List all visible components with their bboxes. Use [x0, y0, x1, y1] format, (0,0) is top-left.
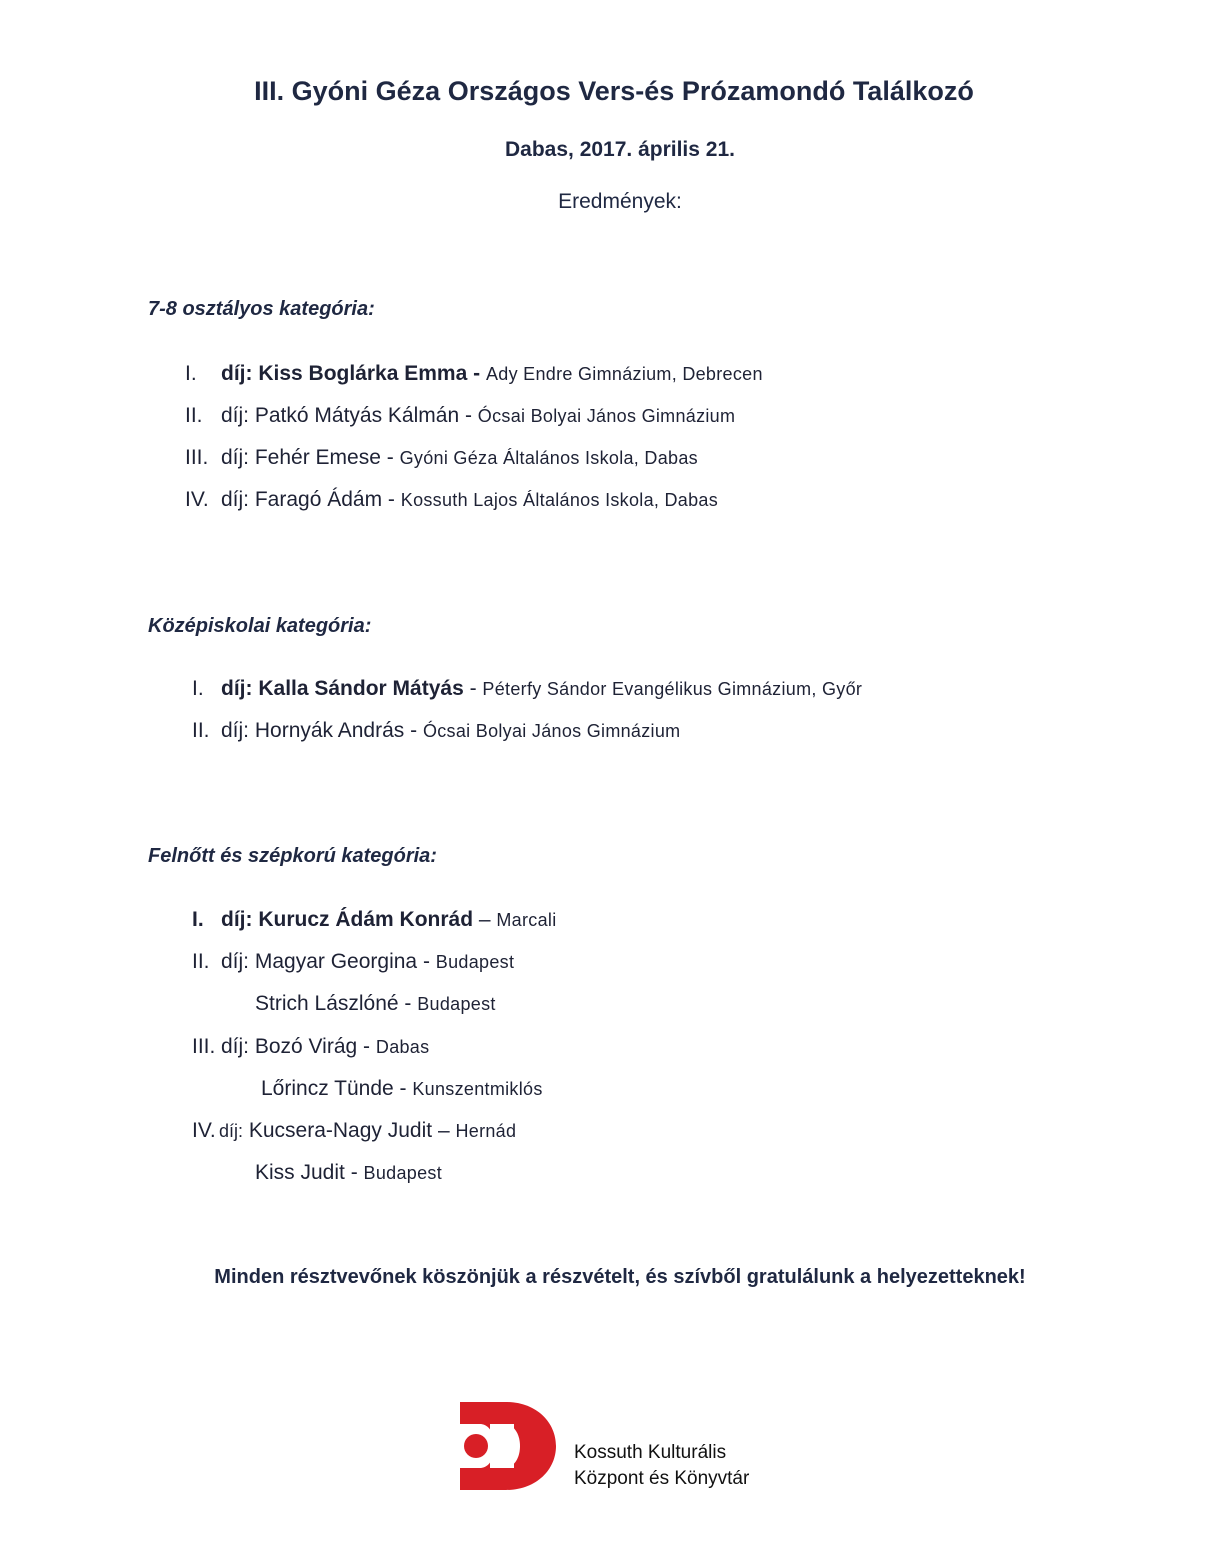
rank-label: I.: [192, 908, 204, 931]
prize-label: díj:: [221, 362, 253, 385]
separator: -: [344, 1161, 364, 1184]
participant-name: Magyar Georgina: [254, 950, 418, 973]
rank-label: II.: [192, 950, 210, 973]
participant-name: Kiss Judit: [255, 1161, 345, 1184]
prize-label: díj:: [221, 677, 253, 700]
prize-label: díj:: [221, 950, 250, 973]
page-title: III. Gyóni Géza Országos Vers-és Prózamondó Találkozó: [254, 76, 974, 106]
school-name: Budapest: [363, 1163, 443, 1183]
school-name: Kossuth Lajos Általános Iskola, Dabas: [400, 490, 719, 510]
category-title-7-8: 7-8 osztályos kategória:: [148, 298, 375, 320]
school-name: Gyóni Géza Általános Iskola, Dabas: [399, 448, 698, 468]
list-item: [192, 719, 1092, 747]
logo-d-icon: [460, 1402, 556, 1490]
school-name: Hernád: [455, 1121, 517, 1141]
list-item: [255, 1161, 1055, 1189]
list-item: [185, 404, 1085, 432]
list-item: [185, 362, 1085, 390]
separator: -: [404, 719, 423, 742]
participant-name: Strich Lászlóné: [255, 992, 399, 1015]
separator: -: [459, 404, 478, 427]
separator: -: [398, 992, 418, 1015]
rank-label: II.: [185, 404, 203, 427]
school-name: Ady Endre Gimnázium, Debrecen: [485, 364, 763, 384]
participant-name: Hornyák András: [254, 719, 405, 742]
list-item: [255, 992, 1055, 1020]
institution-logo: [460, 1402, 556, 1490]
list-item: [185, 488, 1085, 516]
prize-label: díj:: [219, 1121, 244, 1141]
category-title-secondary: Középiskolai kategória:: [148, 615, 372, 637]
school-name: Budapest: [417, 994, 496, 1014]
rank-label: III.: [185, 446, 209, 469]
prize-label: díj:: [221, 404, 250, 427]
list-item: [192, 1119, 1092, 1147]
separator: -: [417, 950, 436, 973]
rank-label: II.: [192, 719, 210, 742]
list-item: [192, 908, 1092, 936]
school-name: Ócsai Bolyai János Gimnázium: [422, 721, 681, 741]
prize-label: díj:: [221, 1035, 250, 1058]
list-item: [192, 677, 1092, 705]
participant-name: Lőrincz Tünde: [261, 1077, 394, 1100]
rank-label: IV.: [192, 1119, 216, 1142]
school-name: Péterfy Sándor Evangélikus Gimnázium, Győr: [482, 679, 863, 699]
school-name: Marcali: [496, 910, 557, 930]
results-label: Eredmények:: [558, 190, 682, 213]
participant-name: Kiss Boglárka Emma: [258, 362, 468, 385]
rank-label: I.: [185, 362, 197, 385]
prize-label: díj:: [221, 908, 253, 931]
category-title-adult: Felnőtt és szépkorú kategória:: [148, 845, 437, 867]
rank-label: III.: [192, 1035, 216, 1058]
participant-name: Faragó Ádám: [254, 488, 383, 511]
school-name: Kunszentmiklós: [412, 1079, 543, 1099]
list-item: [192, 950, 1092, 978]
list-item: [185, 446, 1085, 474]
separator: -: [357, 1035, 376, 1058]
prize-label: díj:: [221, 719, 250, 742]
separator: –: [473, 908, 497, 931]
participant-name: Kalla Sándor Mátyás: [258, 677, 464, 700]
separator: –: [432, 1119, 456, 1142]
school-name: Budapest: [435, 952, 515, 972]
participant-name: Bozó Virág: [254, 1035, 358, 1058]
list-item: [261, 1077, 1061, 1105]
rank-label: IV.: [185, 488, 209, 511]
participant-name: Fehér Emese: [254, 446, 381, 469]
thank-you-message: Minden résztvevőnek köszönjük a részvételt, és szívből gratulálunk a helyezetteknek!: [214, 1266, 1026, 1288]
participant-name: Kurucz Ádám Konrád: [258, 908, 474, 931]
logo-text-line-1: Kossuth Kulturális: [574, 1442, 727, 1463]
separator: -: [393, 1077, 413, 1100]
logo-text-line-2: Központ és Könyvtár: [574, 1468, 750, 1489]
separator: -: [380, 446, 400, 469]
participant-name: Patkó Mátyás Kálmán: [254, 404, 460, 427]
prize-label: díj:: [221, 446, 250, 469]
participant-name: Kucsera-Nagy Judit: [248, 1119, 433, 1142]
list-item: [192, 1035, 1092, 1063]
school-name: Dabas: [375, 1037, 430, 1057]
prize-label: díj:: [221, 488, 250, 511]
separator: -: [463, 677, 483, 700]
school-name: Ócsai Bolyai János Gimnázium: [477, 406, 736, 426]
event-place-date: Dabas, 2017. április 21.: [505, 138, 735, 161]
separator: -: [467, 362, 486, 385]
separator: -: [382, 488, 401, 511]
rank-label: I.: [192, 677, 204, 700]
